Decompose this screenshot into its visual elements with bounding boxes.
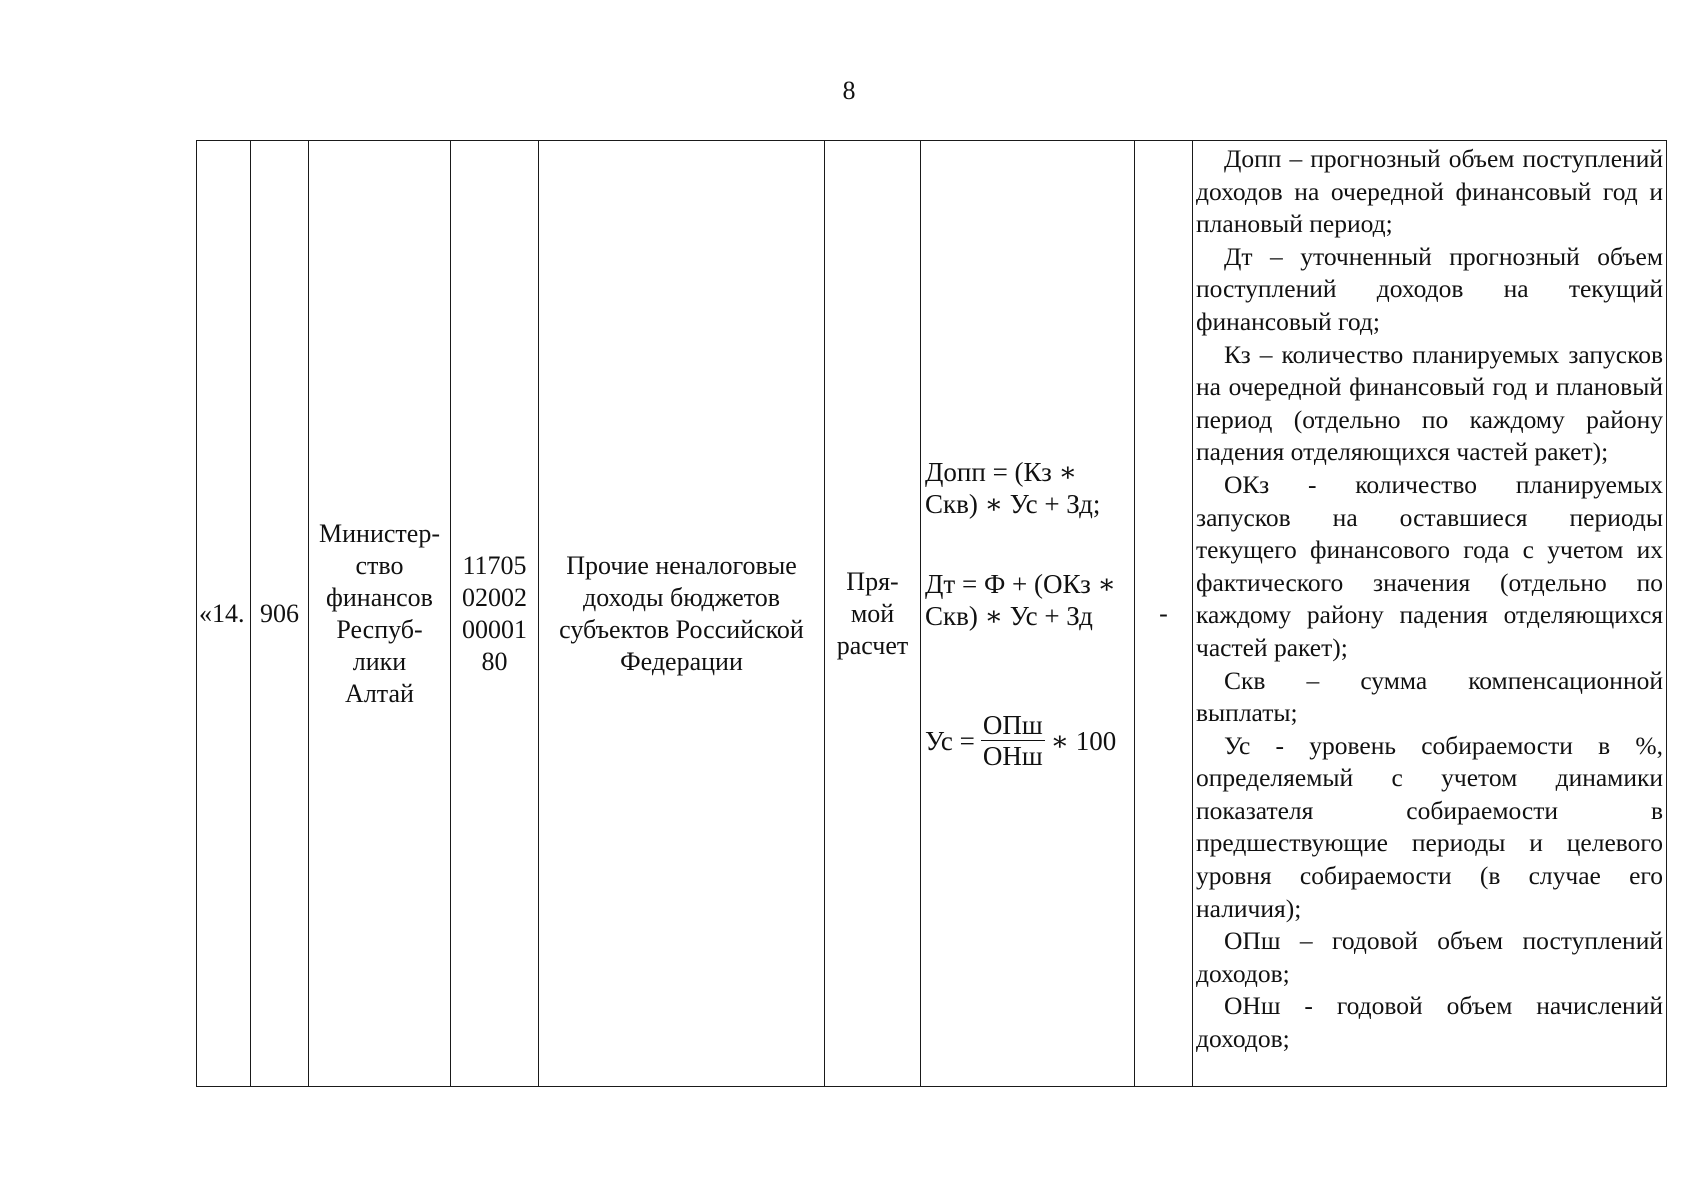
- formula-collection-rate: [925, 710, 1134, 771]
- revenue-methodology-table: [196, 140, 1667, 1087]
- formula-line: Допп = (Кз ∗: [925, 457, 1077, 487]
- kbk-line: 11705: [462, 550, 527, 580]
- formula-line: Скв) ∗ Ус + Зд;: [925, 489, 1101, 519]
- kbk-line: 80: [481, 646, 508, 676]
- description-entry: ОНш - годовой объем начислений доходов;: [1196, 991, 1663, 1054]
- formula-rhs: ∗ 100: [1050, 725, 1117, 756]
- row-number-cell: [197, 141, 251, 1087]
- formula-line: Скв) ∗ Ус + Зд: [925, 601, 1093, 631]
- dash-value: -: [1159, 598, 1168, 628]
- dash-cell: [1135, 141, 1193, 1087]
- description-entry: ОКз - количество планируемых запусков на оставшиеся периоды текущего финансового года с учетом их фактического значения (отдельно по каждому району падения отделяющихся частей ракет);: [1196, 469, 1663, 662]
- income-name: Прочие неналоговые доходы бюджетов субъектов Российской Федерации: [559, 550, 804, 676]
- kbk-line: 02002: [462, 582, 527, 612]
- method-cell: [825, 141, 921, 1087]
- admin-code: 906: [260, 598, 299, 628]
- income-name-cell: [539, 141, 825, 1087]
- administrator-line: ство: [355, 550, 404, 580]
- method-line: расчет: [836, 630, 909, 660]
- administrator-line: Респуб-: [336, 614, 423, 644]
- table-row: [197, 141, 1667, 1087]
- description-entry: Скв – сумма компенсационной выплаты;: [1196, 665, 1663, 728]
- description-entry: Допп – прогнозный объем поступлений доходов на очередной финансовый год и плановый период;: [1196, 144, 1663, 239]
- formulas-cell: [921, 141, 1135, 1087]
- row-number: «14.: [199, 598, 245, 628]
- kbk-cell: [451, 141, 539, 1087]
- administrator-line: Алтай: [345, 678, 414, 708]
- administrator-line: финансов: [326, 582, 433, 612]
- description-cell: [1193, 141, 1667, 1087]
- fraction-denominator: ОНш: [982, 741, 1043, 771]
- administrator-line: лики: [352, 646, 407, 676]
- method-line: Пря-: [846, 566, 899, 596]
- administrator-line: Министер-: [319, 518, 440, 548]
- fraction: [981, 710, 1045, 771]
- description-entry: Дт – уточненный прогнозный объем поступлений доходов на текущий финансовый год;: [1196, 241, 1663, 336]
- kbk-line: 00001: [462, 614, 527, 644]
- administrator-cell: [309, 141, 451, 1087]
- admin-code-cell: [251, 141, 309, 1087]
- description-entry: ОПш – годовой объем поступлений доходов;: [1196, 926, 1663, 988]
- fraction-numerator: ОПш: [982, 710, 1043, 740]
- formula-lhs: Ус =: [925, 725, 975, 756]
- formula-forecast: [925, 456, 1134, 520]
- method-line: мой: [850, 598, 895, 628]
- page-number: 8: [842, 76, 856, 105]
- description-entry: Кз – количество планируемых запусков на очередной финансовый год и плановый период (отдельно по каждому району падения отделяющихся частей ракет);: [1196, 339, 1663, 467]
- formula-current: [925, 568, 1134, 632]
- description-entry: Ус - уровень собираемости в %, определяемый с учетом динамики показателя собираемости в предшествующие периоды и целевого уровня собираемости (в случае его наличия);: [1196, 730, 1663, 923]
- formula-line: Дт = Ф + (ОКз ∗: [925, 569, 1116, 599]
